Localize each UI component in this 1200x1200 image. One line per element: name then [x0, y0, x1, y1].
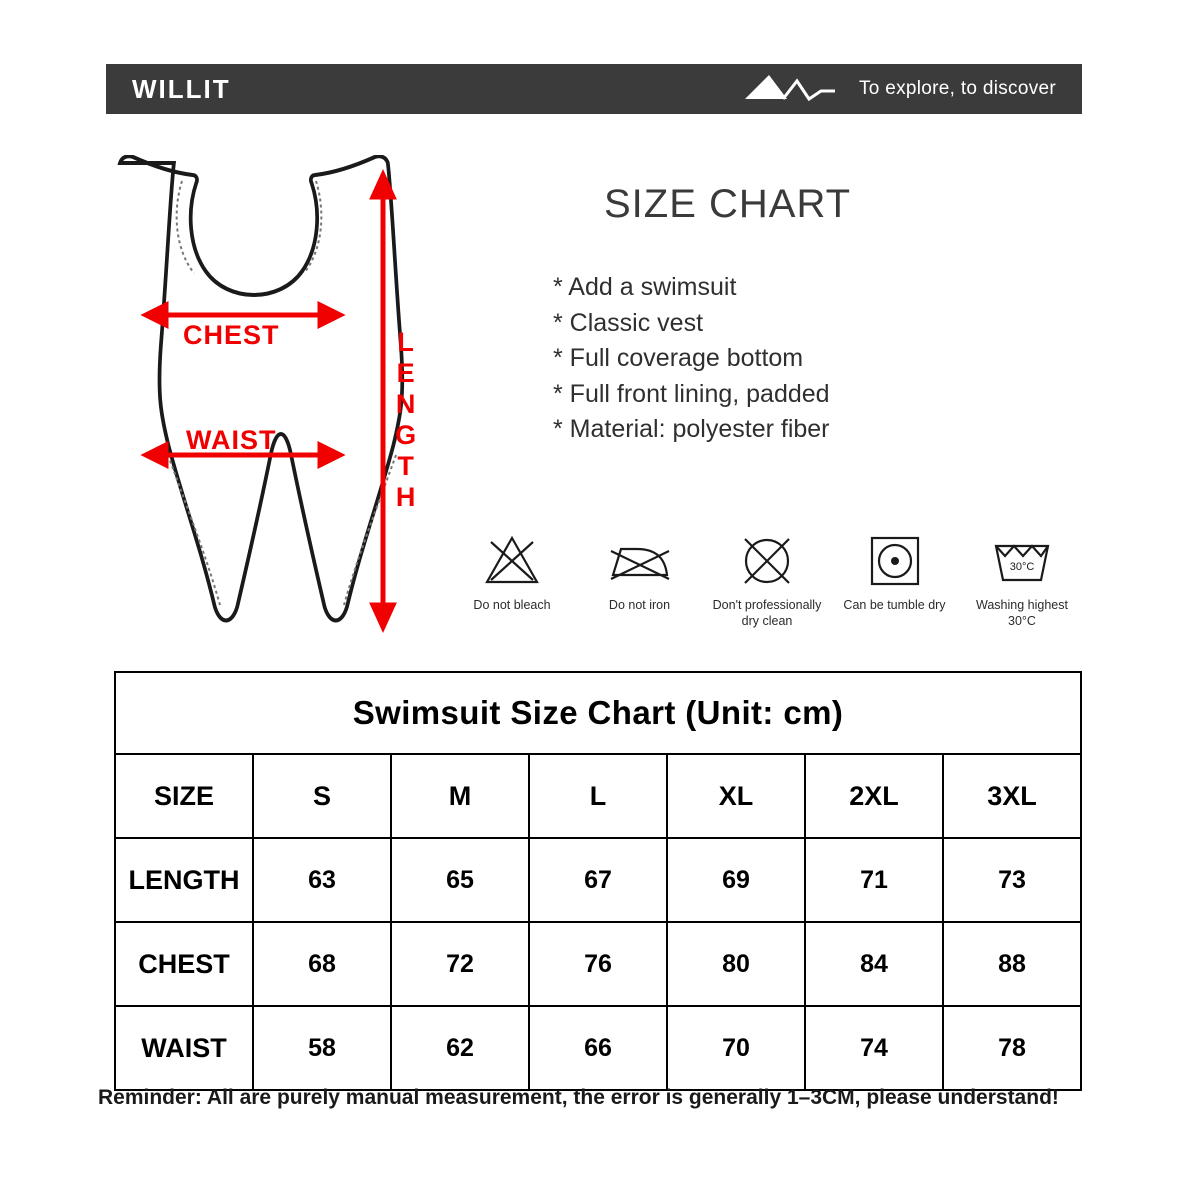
table-cell: 80 [667, 922, 805, 1006]
feature-item: * Full coverage bottom [553, 344, 804, 372]
care-item-tumble-dry [835, 530, 955, 629]
column-header: S [253, 754, 391, 838]
care-instructions-row [452, 530, 1082, 629]
table-cell: 63 [253, 838, 391, 922]
table-cell: 62 [391, 1006, 529, 1090]
brand-name: WILLIT [132, 73, 231, 104]
feature-item: * Add a swimsuit [553, 273, 737, 301]
no-dry-clean-icon [707, 530, 827, 592]
size-table-wrapper [114, 671, 1082, 1091]
tumble-dry-icon [835, 530, 955, 592]
table-cell: 76 [529, 922, 667, 1006]
row-label: LENGTH [115, 838, 253, 922]
do-not-bleach-icon [452, 530, 572, 592]
care-item-do-not-iron [580, 530, 700, 629]
table-cell: 66 [529, 1006, 667, 1090]
table-cell: 70 [667, 1006, 805, 1090]
mountain-icon [739, 69, 847, 110]
feature-list [553, 270, 1073, 448]
column-header: M [391, 754, 529, 838]
size-table [114, 671, 1082, 1091]
table-cell: 73 [943, 838, 1081, 922]
feature-item: * Material: polyester fiber [553, 415, 830, 443]
care-caption: Washing highest 30°C [976, 598, 1068, 628]
table-cell: 78 [943, 1006, 1081, 1090]
care-caption: Do not bleach [473, 598, 551, 612]
care-item-wash-30c [962, 530, 1082, 629]
feature-item: * Classic vest [553, 308, 704, 337]
column-header: 2XL [805, 754, 943, 838]
chest-measure-label: CHEST [183, 320, 280, 350]
table-row [115, 1006, 1081, 1090]
table-cell: 71 [805, 838, 943, 922]
care-caption: Can be tumble dry [843, 598, 946, 612]
table-cell: 65 [391, 838, 529, 922]
size-chart-heading: SIZE CHART [604, 182, 852, 226]
table-cell: 84 [805, 922, 943, 1006]
feature-item: * Full front lining, padded [553, 379, 830, 408]
care-item-do-not-bleach [452, 530, 572, 629]
table-cell: 74 [805, 1006, 943, 1090]
table-cell: 67 [529, 838, 667, 922]
care-caption: Do not iron [608, 598, 671, 612]
table-header-row [115, 754, 1081, 838]
wash-30c-icon [962, 530, 1082, 592]
tagline-group [739, 69, 1056, 110]
table-cell: 69 [667, 838, 805, 922]
table-cell: 72 [391, 922, 529, 1006]
table-row [115, 838, 1081, 922]
column-header: SIZE [115, 754, 253, 838]
row-label: WAIST [115, 1006, 253, 1090]
reminder-note: Reminder: All are purely manual measurement, the error is generally 1–3CM, please understand! [98, 1086, 1059, 1109]
table-cell: 68 [253, 922, 391, 1006]
column-header: XL [667, 754, 805, 838]
length-measure-label: LENGTH [390, 327, 421, 513]
row-label: CHEST [115, 922, 253, 1006]
care-item-no-dry-clean [707, 530, 827, 629]
table-title: Swimsuit Size Chart (Unit: cm) [115, 672, 1081, 754]
table-cell: 88 [943, 922, 1081, 1006]
do-not-iron-icon [580, 530, 700, 592]
tagline-text: To explore, to discover [859, 78, 1056, 99]
column-header: 3XL [943, 754, 1081, 838]
table-title-row [115, 672, 1081, 754]
waist-measure-label: WAIST [186, 425, 277, 455]
column-header: L [529, 754, 667, 838]
swimsuit-illustration [110, 155, 430, 635]
care-caption: Don't professionally dry clean [712, 598, 822, 628]
brand-header [106, 64, 1082, 114]
table-cell: 58 [253, 1006, 391, 1090]
table-row [115, 922, 1081, 1006]
wash-temp-text: 30°C [1009, 561, 1035, 573]
